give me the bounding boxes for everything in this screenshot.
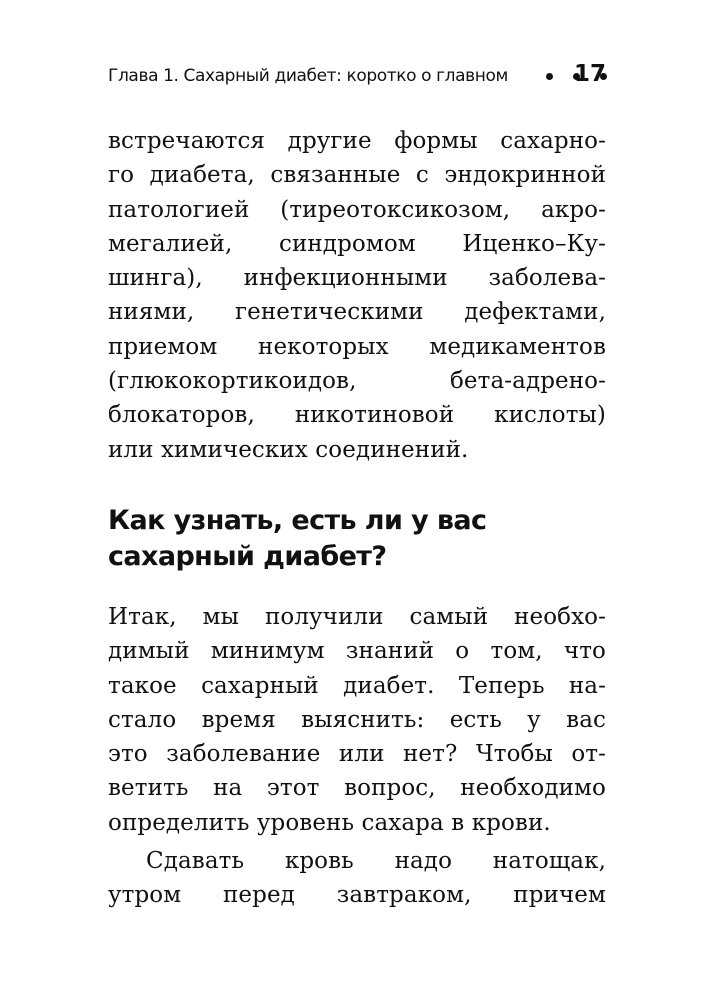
- text-line: блокаторов, никотиновой кислоты): [108, 402, 606, 429]
- heading-line: Как узнать, есть ли у вас: [108, 505, 487, 536]
- text-line: мегалией, синдромом Иценко–Ку-: [108, 230, 606, 257]
- text-line: ветить на этот вопрос, необходимо: [108, 775, 606, 802]
- paragraph-endocrine-forms: [108, 124, 606, 467]
- text-line: такое сахарный диабет. Теперь на-: [108, 672, 606, 699]
- text-line: приемом некоторых медикаментов: [108, 333, 606, 360]
- text-line: встречаются другие формы сахарно-: [108, 128, 606, 154]
- text-line: стало время выяснить: есть у вас: [108, 706, 606, 733]
- section-heading: [108, 503, 606, 575]
- text-line: димый минимум знаний о том, что: [108, 638, 606, 665]
- text-line: шинга), инфекционными заболева-: [108, 265, 606, 292]
- bullet-dot: [546, 73, 553, 80]
- text-line: (глюкокортикоидов, бета-адрено-: [108, 368, 606, 395]
- text-line: утром перед завтраком, причем: [108, 882, 606, 909]
- text-line: го диабета, связанные с эндокринной: [108, 162, 606, 189]
- paragraph-blood-test: [108, 844, 606, 913]
- page-number: 17: [573, 61, 606, 87]
- chapter-title: Глава 1. Сахарный диабет: коротко о главном: [108, 66, 508, 86]
- text-line: это заболевание или нет? Чтобы от-: [108, 741, 606, 768]
- text-line: ниями, генетическими дефектами,: [108, 299, 606, 326]
- text-line: патологией (тиреотоксикозом, акро-: [108, 196, 606, 223]
- text-line: или химических соединений.: [108, 436, 469, 463]
- running-header: [108, 62, 606, 90]
- text-line: Итак, мы получили самый необхо-: [108, 604, 606, 630]
- heading-line: сахарный диабет?: [108, 541, 387, 572]
- paragraph-intro: [108, 600, 606, 840]
- text-line: определить уровень сахара в крови.: [108, 809, 551, 836]
- text-line: Сдавать кровь надо натощак,: [146, 848, 606, 874]
